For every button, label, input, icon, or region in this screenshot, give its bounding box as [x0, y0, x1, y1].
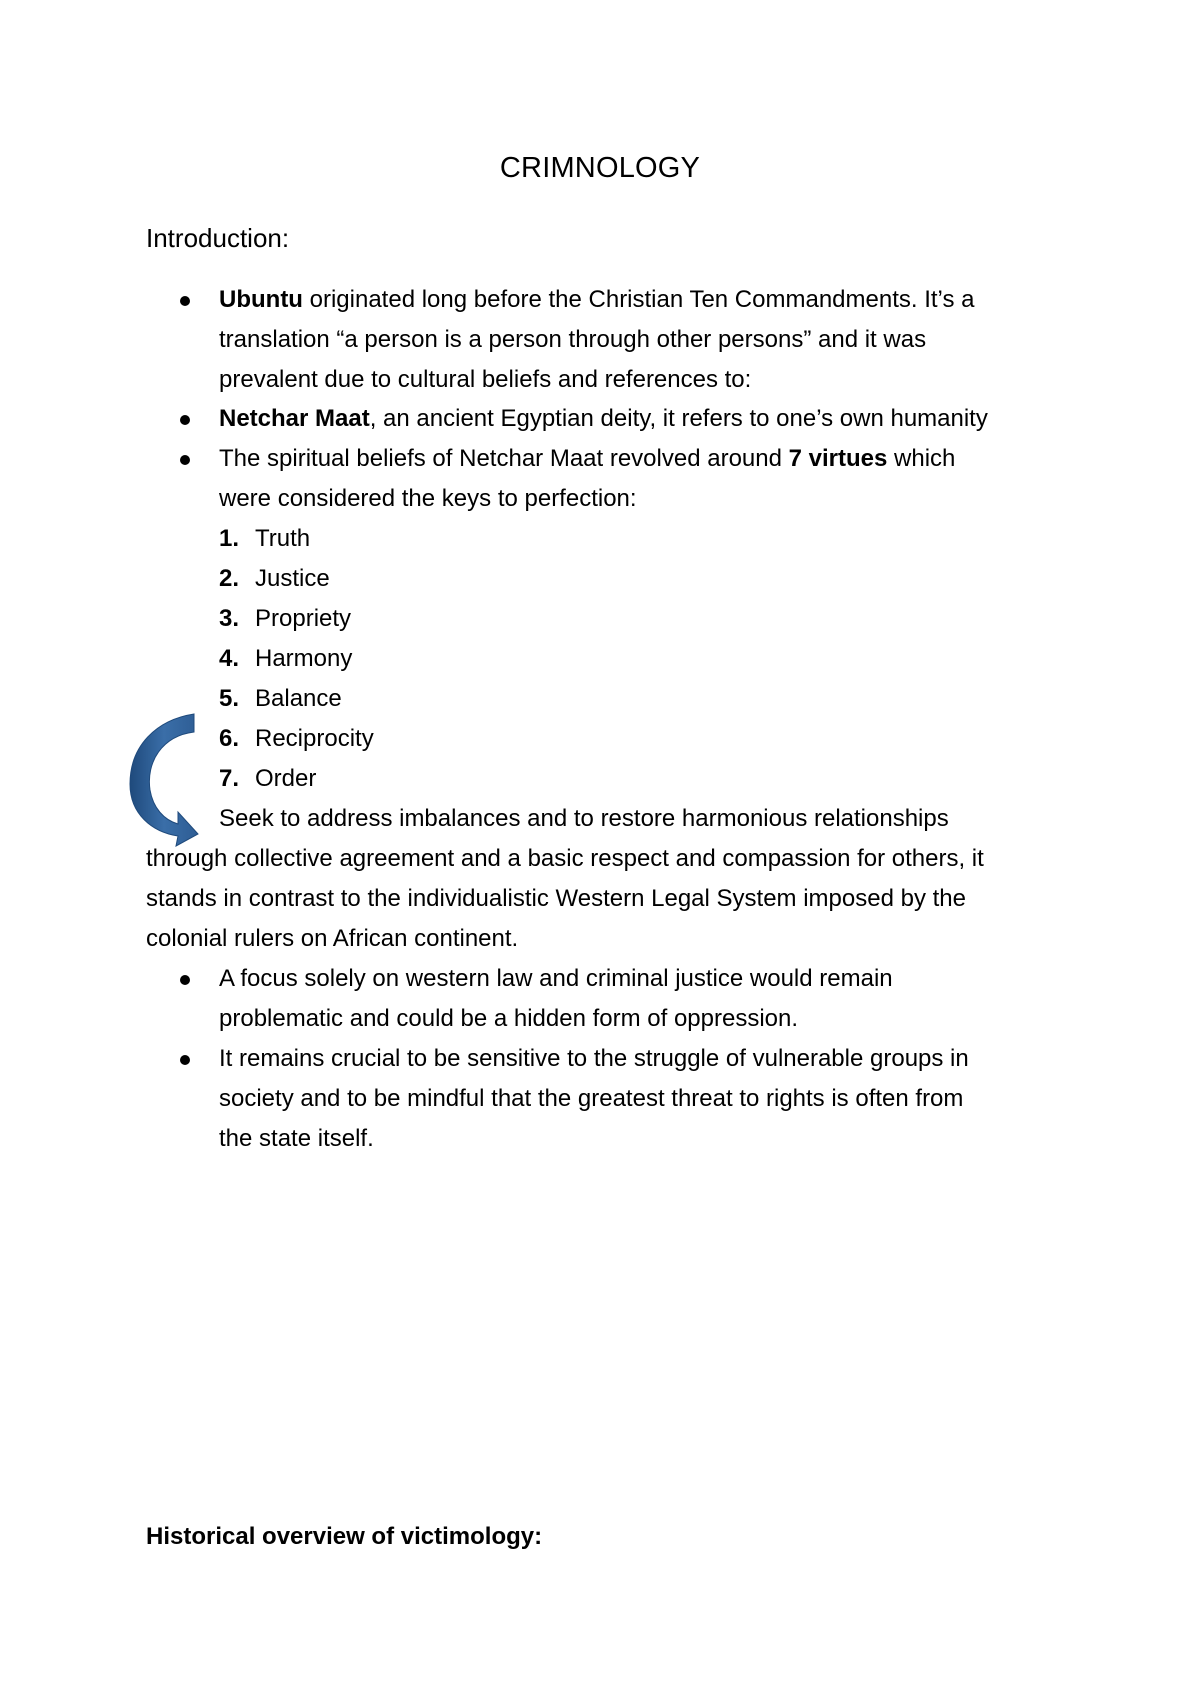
virtue-item [219, 561, 330, 597]
paragraph-line-3: stands in contrast to the individualistic Western Legal System imposed by the [146, 885, 966, 912]
ubuntu-line-3: prevalent due to cultural beliefs and references to: [219, 366, 752, 393]
seven-virtues-term: 7 virtues [788, 445, 888, 472]
virtue-number: 7. [219, 765, 240, 792]
crucial-line-1: It remains crucial to be sensitive to the struggle of vulnerable groups in [219, 1045, 969, 1072]
virtue-number: 2. [219, 565, 240, 592]
paragraph-line-4: colonial rulers on African continent. [146, 925, 519, 952]
spiritual-line-1-post: which [887, 445, 956, 472]
virtue-item [219, 761, 316, 797]
virtue-text: Justice [255, 565, 330, 592]
virtue-text: Truth [255, 525, 311, 552]
netchar-line [219, 401, 988, 437]
introduction-heading: Introduction: [146, 223, 290, 253]
ubuntu-term: Ubuntu [219, 286, 303, 313]
focus-line-2: problematic and could be a hidden form of oppression. [219, 1005, 799, 1032]
spiritual-line-1-pre: The spiritual beliefs of Netchar Maat revolved around [219, 445, 789, 472]
virtue-number: 5. [219, 685, 240, 712]
paragraph-line-2: through collective agreement and a basic respect and compassion for others, it [146, 845, 984, 872]
historical-overview-heading: Historical overview of victimology: [146, 1523, 543, 1550]
virtue-text: Order [255, 765, 317, 792]
crucial-line-2: society and to be mindful that the greatest threat to rights is often from [219, 1085, 964, 1112]
virtue-item [219, 641, 352, 677]
paragraph-line-1: Seek to address imbalances and to restore harmonious relationships [219, 805, 949, 832]
focus-line-1: A focus solely on western law and criminal justice would remain [219, 965, 893, 992]
spiritual-line-2: were considered the keys to perfection: [219, 485, 637, 512]
netchar-line-text: , an ancient Egyptian deity, it refers to one’s own humanity [369, 405, 988, 432]
netchar-term: Netchar Maat [219, 405, 370, 432]
bullet-dot [180, 975, 190, 985]
virtue-text: Reciprocity [255, 725, 374, 752]
virtue-number: 4. [219, 645, 240, 672]
virtue-item [219, 601, 351, 637]
spiritual-line-1 [219, 441, 955, 477]
curved-arrow-icon [128, 712, 208, 848]
virtue-item [219, 721, 374, 757]
bullet-dot [180, 455, 190, 465]
virtue-item [219, 521, 310, 557]
ubuntu-line-1 [219, 282, 974, 318]
crucial-line-3: the state itself. [219, 1125, 374, 1152]
ubuntu-line-1-text: originated long before the Christian Ten Commandments. It’s a [302, 286, 975, 313]
ubuntu-line-2: translation “a person is a person through other persons” and it was [219, 326, 927, 353]
bullet-dot [180, 296, 190, 306]
bullet-dot [180, 1055, 190, 1065]
virtue-number: 3. [219, 605, 240, 632]
virtue-text: Harmony [255, 645, 353, 672]
virtue-text: Balance [255, 685, 342, 712]
bullet-dot [180, 415, 190, 425]
page-title: CRIMNOLOGY [499, 152, 701, 184]
virtue-item [219, 681, 342, 717]
virtue-number: 6. [219, 725, 240, 752]
virtue-number: 1. [219, 525, 240, 552]
virtue-text: Propriety [255, 605, 352, 632]
